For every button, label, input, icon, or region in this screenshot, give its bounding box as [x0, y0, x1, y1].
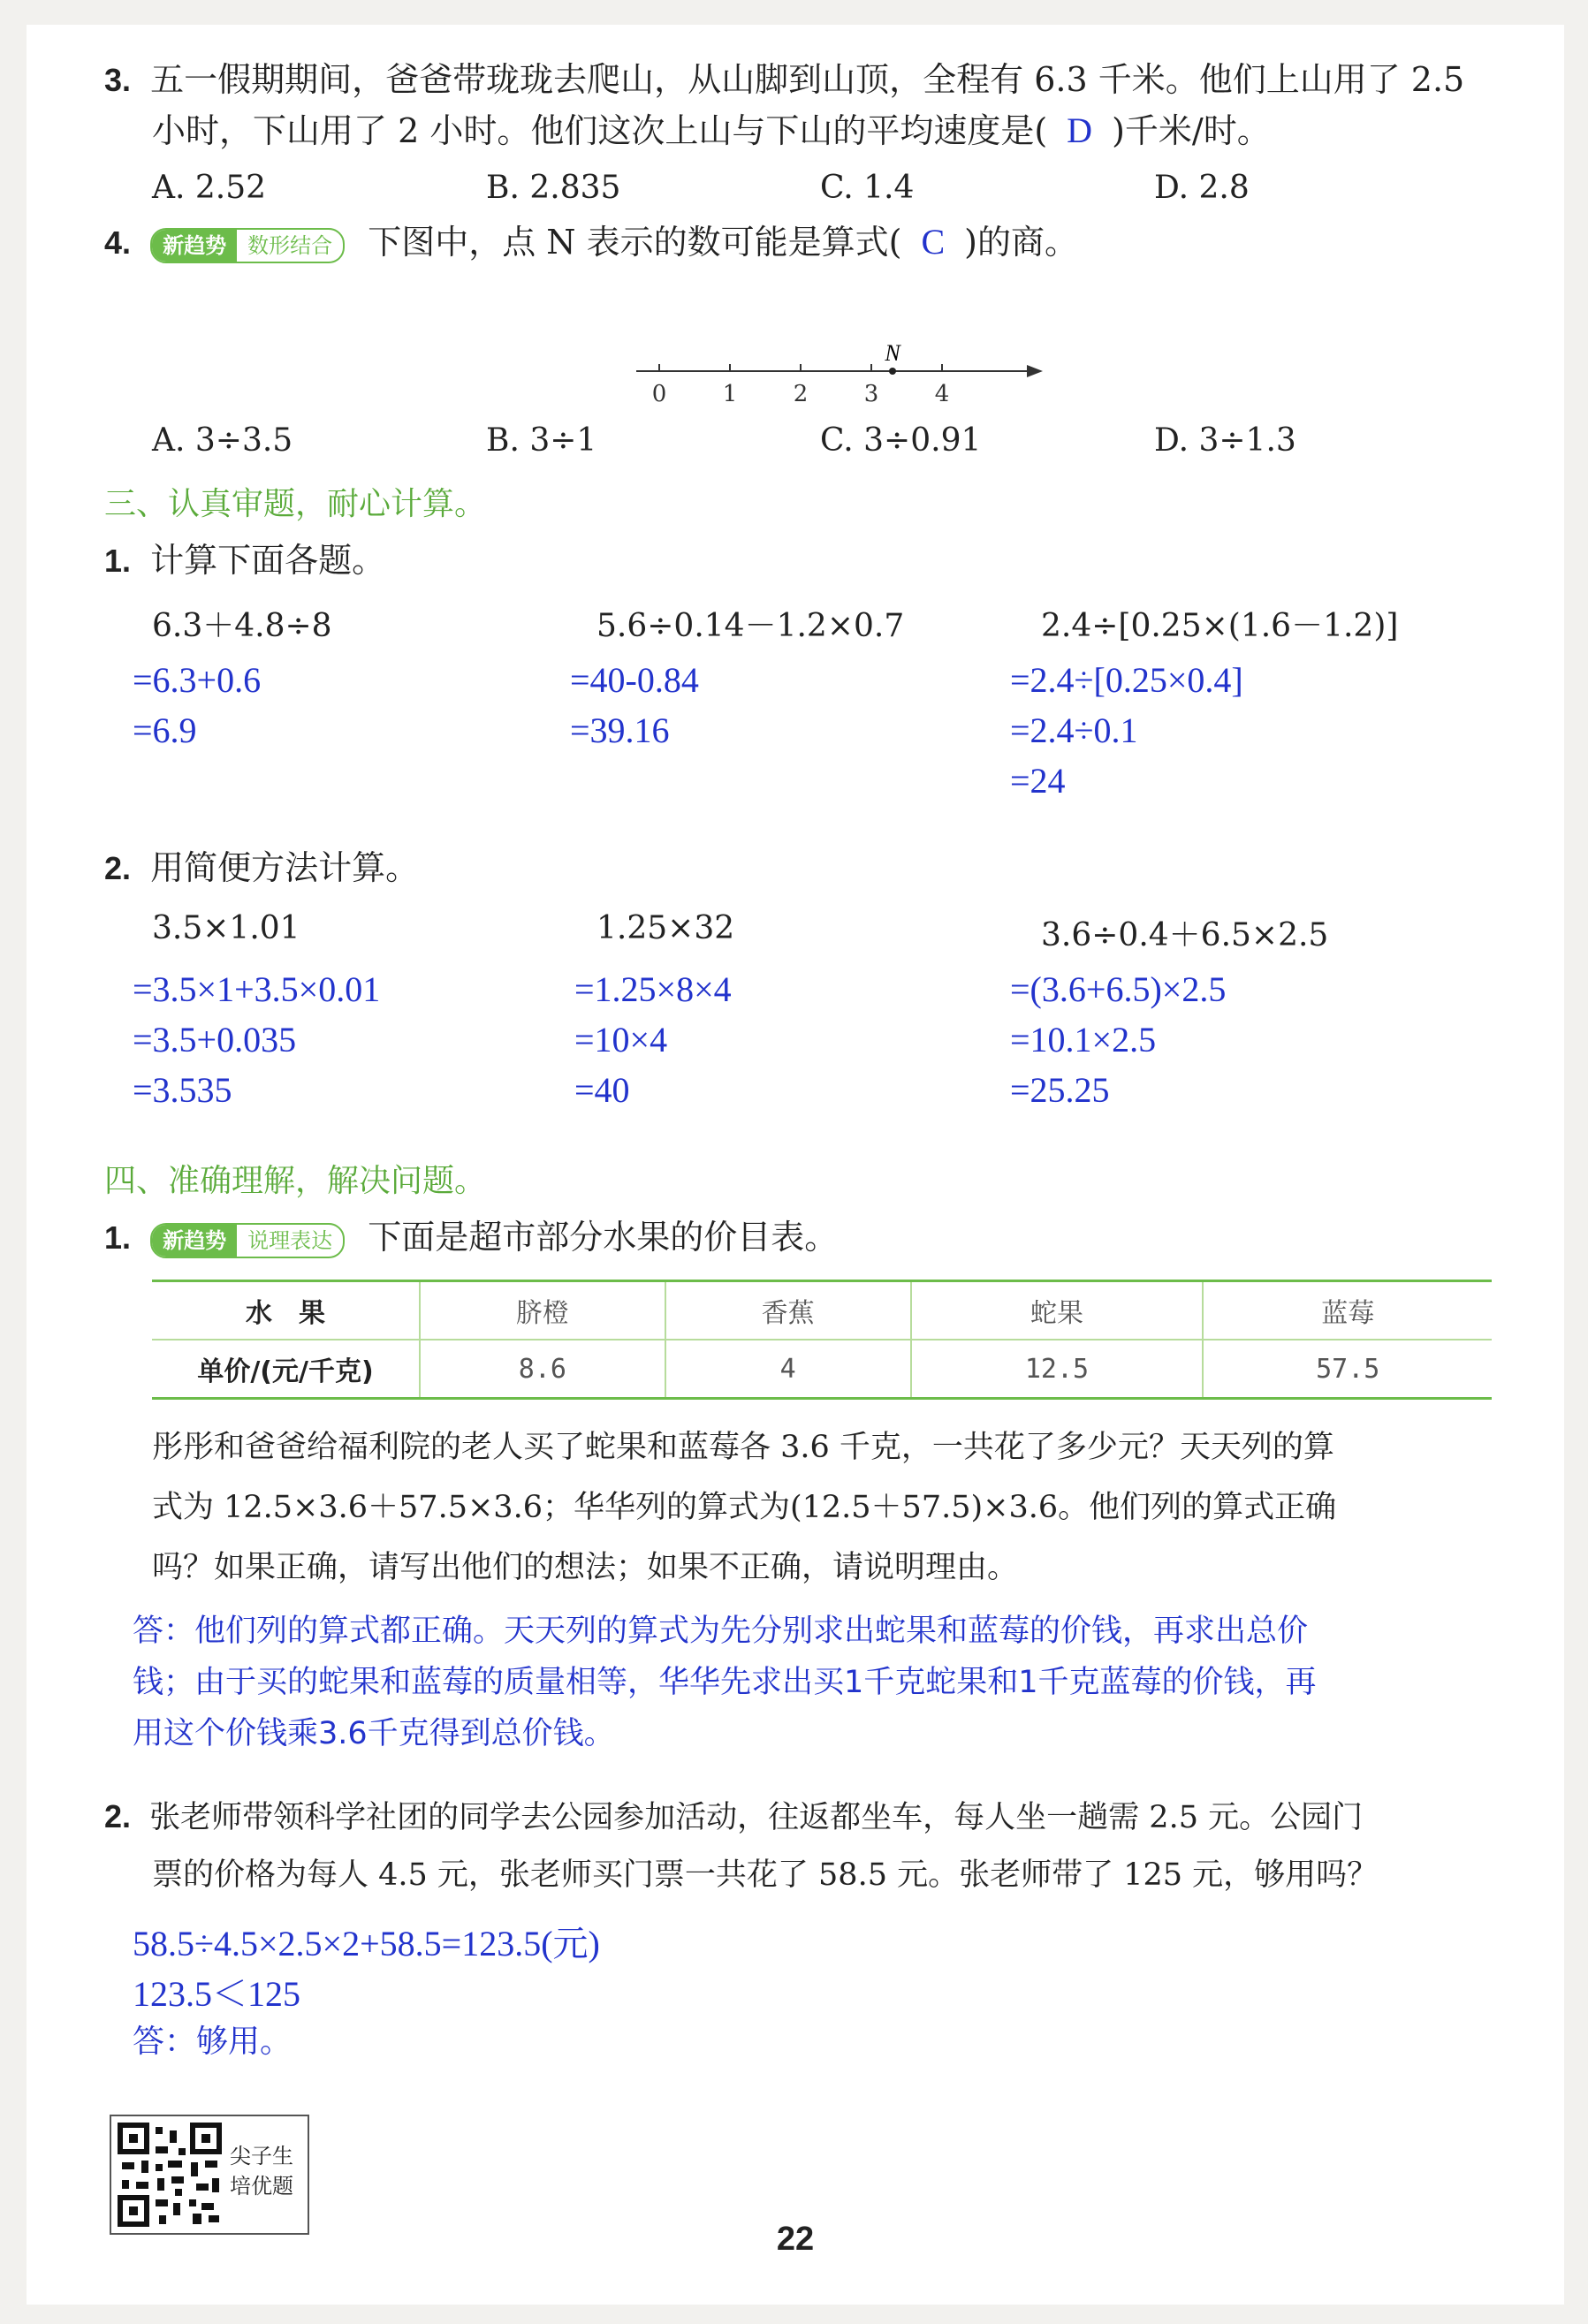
q4-trend-tag — [150, 228, 345, 263]
number-line-tick-label: 3 — [863, 381, 879, 407]
q4-tag-b: 数形结合 — [247, 232, 333, 258]
s4-p1-answer-line-3: 用这个价钱乘3.6千克得到总价钱。 — [133, 1716, 615, 1751]
s4-p2-line-1 — [104, 1796, 1363, 1839]
number-line — [627, 341, 1052, 421]
q4-line — [104, 221, 1078, 264]
s4-p1-title-row — [104, 1216, 838, 1259]
q4-option-b: B. 3÷1 — [486, 422, 597, 459]
section3-heading: 三、认真审题，耐心计算。 — [104, 486, 487, 522]
q4-option-a: A. 3÷3.5 — [152, 422, 293, 459]
q3-option-b: B. 2.835 — [486, 170, 621, 206]
s3-p1-title-row — [104, 539, 385, 582]
s4-p2-answer-line-2: 123.5＜125 — [133, 1974, 300, 2014]
qr-code-icon — [117, 2122, 223, 2228]
s4-p1-question-line-2: 式为 12.5×3.6＋57.5×3.6；华华列的算式为(12.5＋57.5)×3.6。他们列的算式正确 — [152, 1490, 1337, 1525]
s3-p2-title-row — [104, 847, 419, 890]
s4-p1-answer-line-1: 答：他们列的算式都正确。天天列的算式为先分别求出蛇果和蓝莓的价钱，再求出总价 — [133, 1614, 1309, 1649]
number-line-tick-label: 4 — [934, 381, 950, 407]
qr-label-2: 培优题 — [230, 2174, 293, 2199]
table-header-price: 单价/(元/千克) — [152, 1340, 420, 1399]
q3-line2 — [152, 110, 1271, 152]
table-cell-fruit-4: 蓝莓 — [1203, 1281, 1492, 1340]
number-line-tick-label: 1 — [722, 381, 738, 407]
q3-line1 — [104, 58, 1464, 102]
q4-text-b: )的商。 — [964, 223, 1078, 262]
s3-p2-problem-2: 1.25×32 — [596, 910, 735, 946]
q4-option-c: C. 3÷0.91 — [820, 422, 982, 459]
s4-p2-question-line-1: 张老师带领科学社团的同学去公园参加活动，往返都坐车，每人坐一趟需 2.5 元。公园门 — [149, 1800, 1364, 1835]
s4-p2-number: 2. — [104, 1798, 132, 1834]
s3-p1-step-3-3: =24 — [1010, 761, 1066, 801]
s4-p1-trend-tag — [150, 1223, 345, 1258]
qr-label-1: 尖子生 — [230, 2144, 293, 2168]
s3-p1-step-3-2: =2.4÷0.1 — [1010, 710, 1138, 750]
s3-p1-number: 1. — [104, 543, 132, 579]
table-header-fruit: 水 果 — [152, 1281, 420, 1340]
s3-p1-problem-3: 2.4÷[0.25×(1.6－1.2)] — [1041, 608, 1399, 644]
s3-p1-step-2-2: =39.16 — [570, 710, 670, 750]
s4-p2-answer-line-1: 58.5÷4.5×2.5×2+58.5=123.5(元) — [133, 1924, 600, 1963]
q3-text-line1: 五一假期期间，爸爸带珑珑去爬山，从山脚到山顶，全程有 6.3 千米。他们上山用了 2.5 — [150, 60, 1465, 99]
table-cell-fruit-2: 香蕉 — [665, 1281, 911, 1340]
s4-p1-number: 1. — [104, 1219, 132, 1256]
s3-p2-step-2-1: =1.25×8×4 — [574, 969, 732, 1009]
s3-p2-step-3-2: =10.1×2.5 — [1010, 1020, 1157, 1059]
s3-p2-title: 用简便方法计算。 — [150, 848, 420, 887]
s3-p2-step-3-3: =25.25 — [1010, 1070, 1110, 1110]
workbook-page — [27, 25, 1564, 2305]
s3-p2-problem-3: 3.6÷0.4＋6.5×2.5 — [1041, 917, 1329, 953]
s4-p1-question-line-3: 吗？如果正确，请写出他们的想法；如果不正确，请说明理由。 — [152, 1550, 1019, 1585]
table-cell-fruit-3: 蛇果 — [911, 1281, 1204, 1340]
table-cell-price-1: 8.6 — [420, 1340, 665, 1399]
q4-answer: C — [921, 222, 946, 262]
s4-p2-answer-line-3: 答：够用。 — [133, 2024, 293, 2060]
table-row-price — [152, 1340, 1492, 1399]
section4-heading: 四、准确理解，解决问题。 — [104, 1163, 487, 1199]
q3-option-c: C. 1.4 — [820, 170, 915, 206]
s3-p2-step-1-1: =3.5×1+3.5×0.01 — [133, 969, 381, 1009]
table-cell-price-2: 4 — [665, 1340, 911, 1399]
number-line-tick-label: 0 — [651, 381, 667, 407]
s3-p2-step-1-2: =3.5+0.035 — [133, 1020, 297, 1059]
q4-text-a: 下图中，点 N 表示的数可能是算式( — [368, 223, 902, 262]
point-n — [889, 368, 896, 375]
table-cell-price-4: 57.5 — [1203, 1340, 1492, 1399]
q3-option-d: D. 2.8 — [1154, 170, 1250, 206]
s4-p1-question-line-1: 彤彤和爸爸给福利院的老人买了蛇果和蓝莓各 3.6 千克，一共花了多少元？天天列的算 — [152, 1430, 1334, 1465]
table-cell-price-3: 12.5 — [911, 1340, 1204, 1399]
point-n-label: N — [885, 341, 900, 366]
qr-code-box[interactable] — [110, 2115, 309, 2235]
q3-answer: D — [1067, 110, 1093, 150]
s4-p2-question-line-2: 票的价格为每人 4.5 元，张老师买门票一共花了 58.5 元。张老师带了 125 元，够用吗？ — [152, 1857, 1379, 1893]
q4-number: 4. — [104, 224, 132, 261]
s4-p1-tag-b: 说理表达 — [247, 1227, 333, 1253]
number-line-tick-label: 2 — [793, 381, 809, 407]
fruit-price-table — [152, 1280, 1492, 1400]
q4-option-d: D. 3÷1.3 — [1154, 422, 1296, 459]
s3-p1-step-1-1: =6.3+0.6 — [133, 660, 262, 700]
page-number: 22 — [776, 2221, 815, 2258]
s3-p2-step-2-3: =40 — [574, 1070, 630, 1110]
q3-number: 3. — [104, 62, 132, 98]
s3-p2-problem-1: 3.5×1.01 — [152, 910, 300, 946]
s3-p1-step-3-1: =2.4÷[0.25×0.4] — [1010, 660, 1243, 700]
s4-p1-tag-a: 新趋势 — [152, 1225, 237, 1257]
table-cell-fruit-1: 脐橙 — [420, 1281, 665, 1340]
q3-text-line2-b: )千米/时。 — [1112, 111, 1271, 150]
q4-tag-a: 新趋势 — [152, 230, 237, 262]
q3-text-line2-a: 小时，下山用了 2 小时。他们这次上山与下山的平均速度是( — [152, 111, 1048, 150]
s3-p2-step-2-2: =10×4 — [574, 1020, 668, 1059]
number-line-arrow — [1027, 365, 1043, 377]
s4-p1-title: 下面是超市部分水果的价目表。 — [368, 1218, 839, 1257]
s4-p1-answer-line-2: 钱；由于买的蛇果和蓝莓的质量相等，华华先求出买1千克蛇果和1千克蓝莓的价钱，再 — [133, 1665, 1317, 1700]
s3-p2-step-3-1: =(3.6+6.5)×2.5 — [1010, 969, 1227, 1009]
s3-p1-problem-2: 5.6÷0.14－1.2×0.7 — [596, 608, 905, 644]
s3-p1-step-1-2: =6.9 — [133, 710, 197, 750]
s3-p2-step-1-3: =3.535 — [133, 1070, 232, 1110]
s3-p1-problem-1: 6.3＋4.8÷8 — [152, 608, 332, 644]
s3-p2-number: 2. — [104, 850, 132, 886]
table-row-fruit — [152, 1281, 1492, 1340]
q3-option-a: A. 2.52 — [152, 170, 267, 206]
s3-p1-title: 计算下面各题。 — [150, 541, 386, 580]
s3-p1-step-2-1: =40-0.84 — [570, 660, 699, 700]
